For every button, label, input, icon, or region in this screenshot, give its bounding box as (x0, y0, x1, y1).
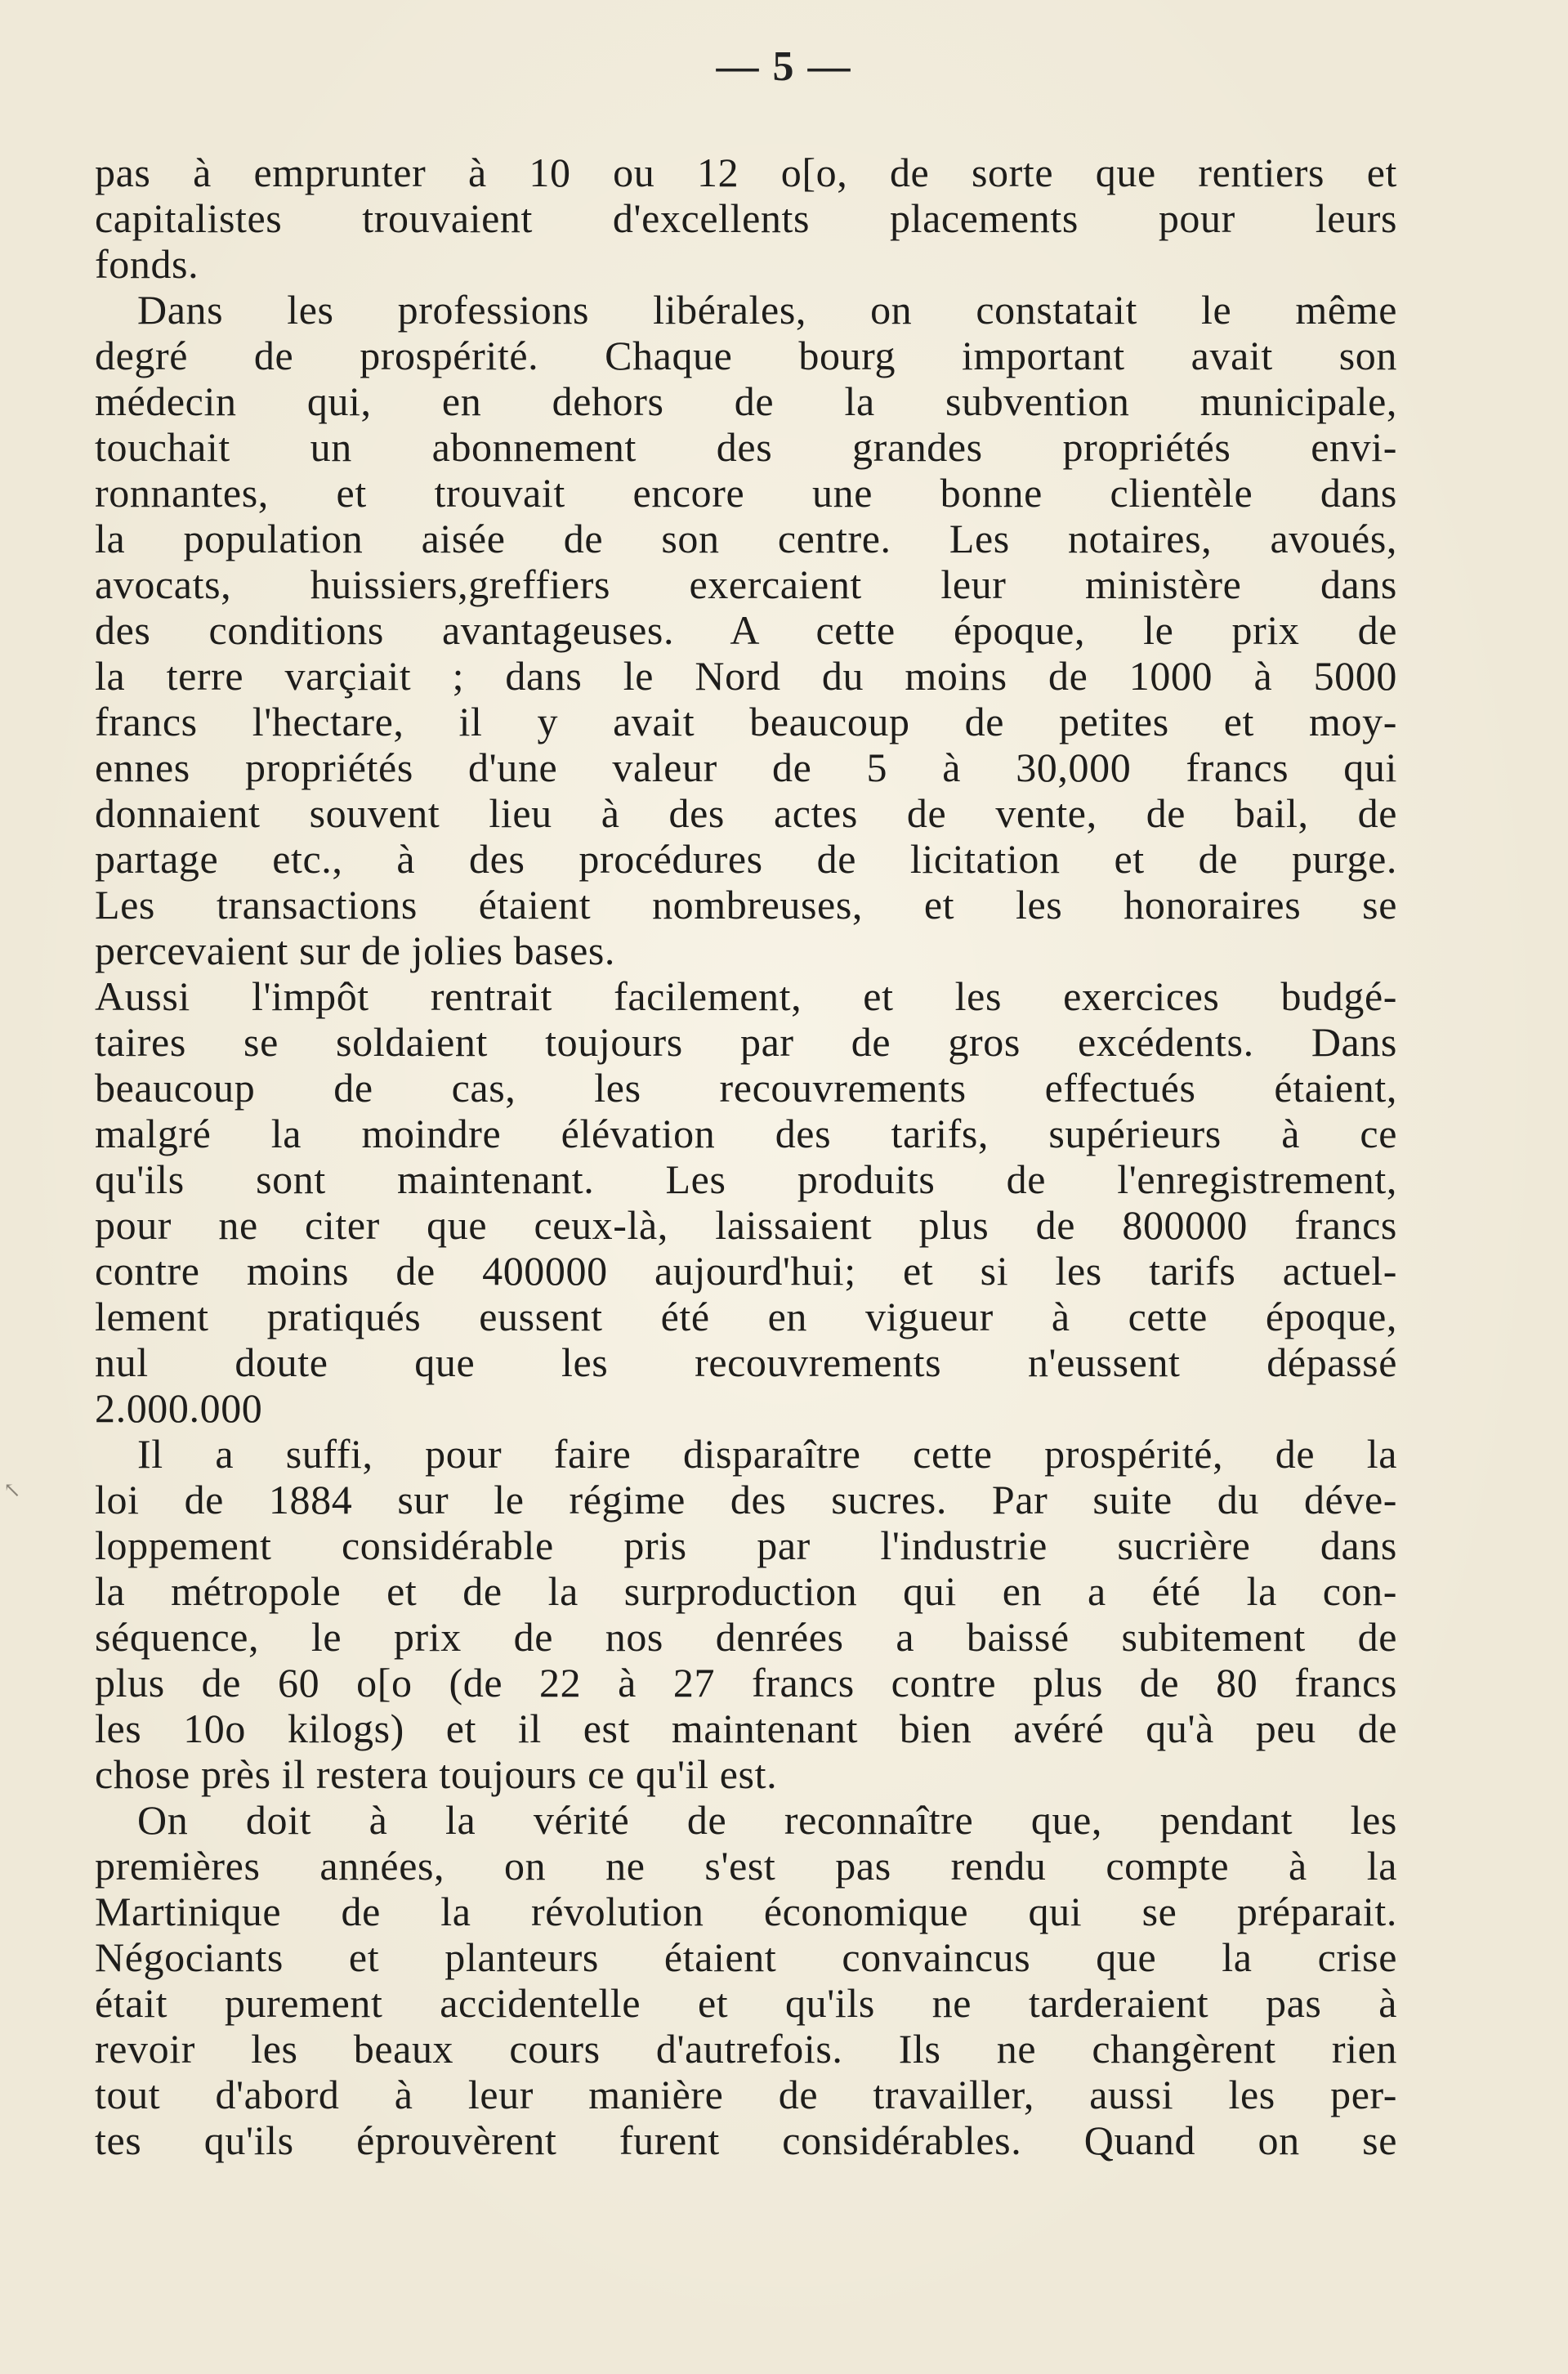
text-line: Négociants et planteurs étaient convaincus que la crise (95, 1934, 1397, 1980)
text-line: nul doute que les recouvrements n'eussent dépassé (95, 1339, 1397, 1385)
text-line: était purement accidentelle et qu'ils ne tarderaient pas à (95, 1980, 1397, 2026)
text-line: percevaient sur de jolies bases. (95, 928, 616, 973)
text-line: les 10o kilogs) et il est maintenant bien avéré qu'à peu de (95, 1706, 1397, 1751)
text-line: degré de prospérité. Chaque bourg important avait son (95, 333, 1397, 378)
margin-mark: ↖ (3, 1478, 21, 1502)
paragraph (95, 1797, 1397, 2163)
paragraph (95, 1431, 1397, 1797)
text-line: qu'ils sont maintenant. Les produits de l'enregistrement, (95, 1156, 1397, 1202)
text-line: pas à emprunter à 10 ou 12 o[o, de sorte que rentiers et (95, 150, 1397, 195)
text-line: Martinique de la révolution économique qui se préparait. (95, 1889, 1397, 1934)
text-line: revoir les beaux cours d'autrefois. Ils ne changèrent rien (95, 2026, 1397, 2072)
text-line: tes qu'ils éprouvèrent furent considérables. Quand on se (95, 2117, 1397, 2163)
text-line: avocats, huissiers,greffiers exercaient leur ministère dans (95, 561, 1397, 607)
text-line: Aussi l'impôt rentrait facilement, et les exercices budgé- (95, 973, 1397, 1019)
text-line: la population aisée de son centre. Les notaires, avoués, (95, 516, 1397, 561)
text-line: des conditions avantageuses. A cette époque, le prix de (95, 607, 1397, 653)
text-line: Dans les professions libérales, on constatait le même (137, 287, 1397, 333)
text-line: malgré la moindre élévation des tarifs, supérieurs à ce (95, 1111, 1397, 1156)
text-line: séquence, le prix de nos denrées a baissé subitement de (95, 1614, 1397, 1660)
text-line: capitalistes trouvaient d'excellents placements pour leurs (95, 195, 1397, 241)
body-text (95, 150, 1397, 2163)
paragraph (95, 973, 1397, 1431)
text-line: taires se soldaient toujours par de gros excédents. Dans (95, 1019, 1397, 1065)
paragraph (95, 287, 1397, 973)
text-line: la métropole et de la surproduction qui en a été la con- (95, 1568, 1397, 1614)
text-line: donnaient souvent lieu à des actes de vente, de bail, de (95, 790, 1397, 836)
text-line: premières années, on ne s'est pas rendu compte à la (95, 1843, 1397, 1889)
text-line: On doit à la vérité de reconnaître que, pendant les (137, 1797, 1397, 1843)
text-line: ronnantes, et trouvait encore une bonne clientèle dans (95, 470, 1397, 516)
text-line: fonds. (95, 241, 199, 287)
text-line: médecin qui, en dehors de la subvention municipale, (95, 378, 1397, 424)
text-line: ennes propriétés d'une valeur de 5 à 30,000 francs qui (95, 744, 1397, 790)
text-line: 2.000.000 (95, 1385, 263, 1431)
paragraph (95, 150, 1397, 287)
text-line: touchait un abonnement des grandes propriétés envi- (95, 424, 1397, 470)
text-line: tout d'abord à leur manière de travailler, aussi les per- (95, 2072, 1397, 2117)
text-line: pour ne citer que ceux-là, laissaient plus de 800000 francs (95, 1202, 1397, 1248)
text-line: lement pratiqués eussent été en vigueur à cette époque, (95, 1294, 1397, 1339)
text-line: plus de 60 o[o (de 22 à 27 francs contre plus de 80 francs (95, 1660, 1397, 1706)
text-line: loppement considérable pris par l'industrie sucrière dans (95, 1522, 1397, 1568)
text-line: contre moins de 400000 aujourd'hui; et si les tarifs actuel- (95, 1248, 1397, 1294)
text-line: francs l'hectare, il y avait beaucoup de petites et moy- (95, 699, 1397, 744)
text-line: la terre varçiait ; dans le Nord du moins de 1000 à 5000 (95, 653, 1397, 699)
page-number: — 5 — (716, 43, 852, 90)
text-line: chose près il restera toujours ce qu'il est. (95, 1751, 778, 1797)
text-line: partage etc., à des procédures de licitation et de purge. (95, 836, 1397, 882)
text-line: beaucoup de cas, les recouvrements effectués étaient, (95, 1065, 1397, 1111)
text-line: Les transactions étaient nombreuses, et les honoraires se (95, 882, 1397, 928)
text-line: Il a suffi, pour faire disparaître cette prospérité, de la (137, 1431, 1397, 1477)
text-line: loi de 1884 sur le régime des sucres. Par suite du déve- (95, 1477, 1397, 1522)
